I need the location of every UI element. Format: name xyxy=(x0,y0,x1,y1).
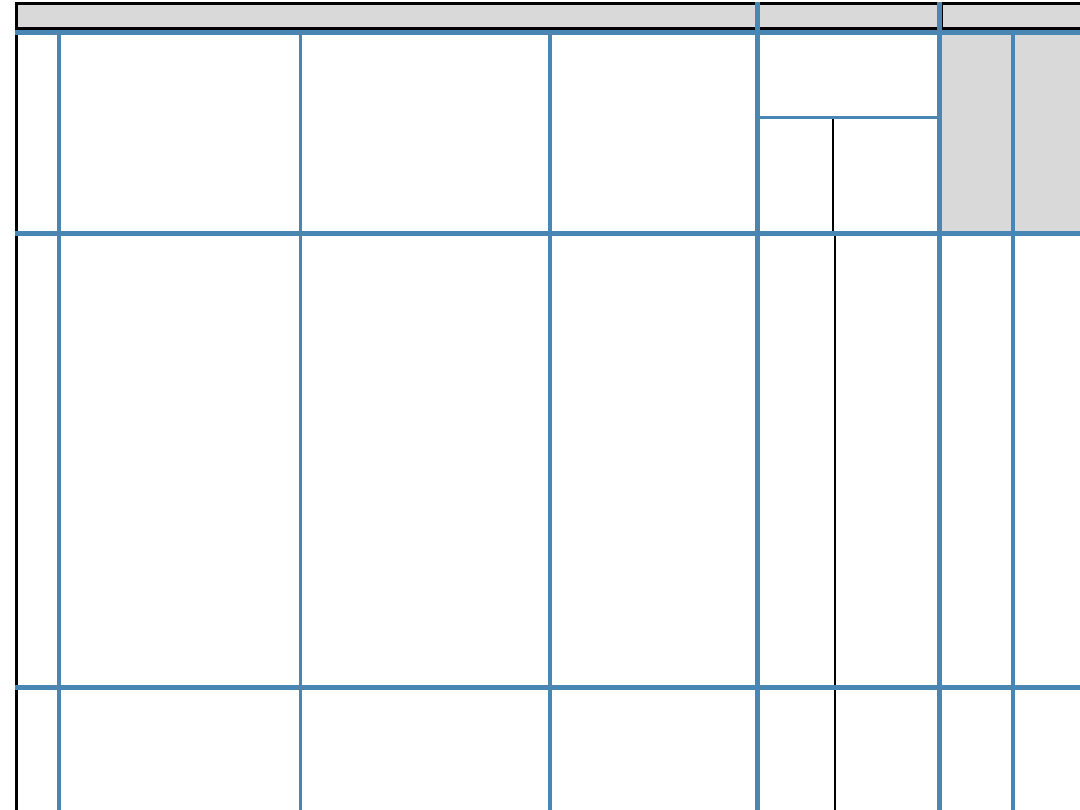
next-section-banner xyxy=(940,2,1080,30)
eppp-banner xyxy=(757,2,941,30)
school-header xyxy=(58,32,300,234)
biological-bases-header xyxy=(940,32,1014,234)
num-note xyxy=(757,32,941,118)
cognitive-affective-header xyxy=(1014,32,1080,234)
program-header xyxy=(550,32,757,234)
num-header xyxy=(760,118,834,234)
bio-divider xyxy=(1011,32,1015,810)
num-divider xyxy=(834,236,836,810)
header-top-line xyxy=(15,30,1080,35)
num-header-divider xyxy=(832,118,834,234)
program-divider xyxy=(548,32,552,810)
jurisdiction-separator xyxy=(15,685,1080,690)
jurisdiction-header xyxy=(18,32,58,234)
note-underline xyxy=(760,116,938,119)
department-divider xyxy=(299,32,302,810)
passrate-header xyxy=(836,118,940,234)
left-border xyxy=(15,32,18,810)
department-header xyxy=(300,32,550,234)
school-divider xyxy=(57,32,61,810)
header-bottom-line xyxy=(15,231,1080,236)
programs-banner xyxy=(15,2,758,30)
